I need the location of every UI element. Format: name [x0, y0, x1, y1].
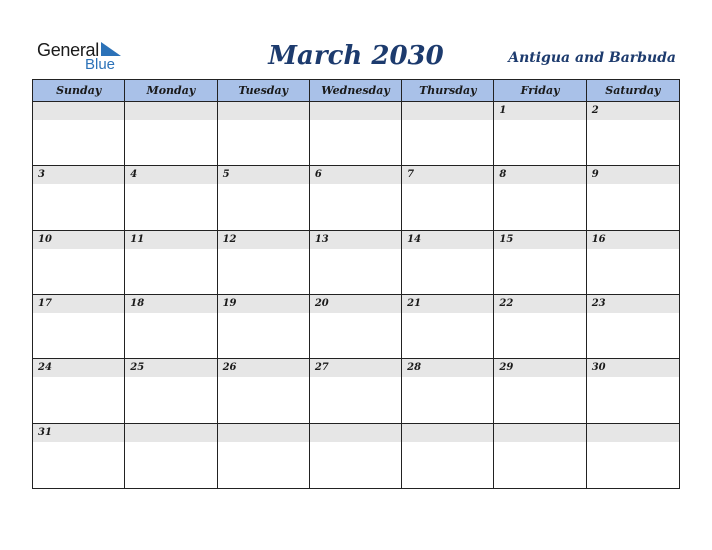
- day-cell: [587, 231, 679, 295]
- day-cell: [33, 166, 125, 230]
- day-cell: [402, 359, 494, 423]
- weekday-header: Sunday: [33, 80, 125, 102]
- day-cell: [587, 102, 679, 166]
- day-number: [587, 424, 679, 442]
- day-number: 18: [125, 295, 216, 313]
- weekday-header: Monday: [125, 80, 217, 102]
- day-cell: [402, 231, 494, 295]
- day-number: [33, 102, 124, 120]
- day-number: 25: [125, 359, 216, 377]
- day-number: 22: [494, 295, 585, 313]
- day-number: 19: [218, 295, 309, 313]
- day-cell: [33, 231, 125, 295]
- day-number: 10: [33, 231, 124, 249]
- day-cell: [125, 102, 217, 166]
- day-number: 14: [402, 231, 493, 249]
- day-number: [218, 424, 309, 442]
- day-number: [402, 424, 493, 442]
- day-number: 24: [33, 359, 124, 377]
- day-number: [218, 102, 309, 120]
- day-number: 11: [125, 231, 216, 249]
- day-number: 26: [218, 359, 309, 377]
- day-cell: [218, 231, 310, 295]
- weekday-header: Saturday: [587, 80, 679, 102]
- day-cell: [125, 166, 217, 230]
- day-number: 6: [310, 166, 401, 184]
- day-number: 27: [310, 359, 401, 377]
- day-cell: [494, 166, 586, 230]
- day-number: 28: [402, 359, 493, 377]
- logo-blue-text: Blue: [85, 56, 116, 73]
- day-cell: [402, 102, 494, 166]
- day-number: 31: [33, 424, 124, 442]
- calendar-grid: [32, 79, 680, 489]
- day-cell: [125, 295, 217, 359]
- day-number: [125, 102, 216, 120]
- day-number: 8: [494, 166, 585, 184]
- day-number: 9: [587, 166, 679, 184]
- day-cell: [218, 359, 310, 423]
- day-number: 21: [402, 295, 493, 313]
- day-number: 17: [33, 295, 124, 313]
- day-cell: [218, 166, 310, 230]
- weekday-header: Thursday: [402, 80, 494, 102]
- day-number: 5: [218, 166, 309, 184]
- weekday-header: Wednesday: [310, 80, 402, 102]
- weekday-header: Tuesday: [218, 80, 310, 102]
- day-cell: [587, 295, 679, 359]
- day-number: 1: [494, 102, 585, 120]
- day-cell: [125, 359, 217, 423]
- day-number: [310, 424, 401, 442]
- day-cell: [310, 231, 402, 295]
- logo-general-text: General: [37, 40, 99, 60]
- day-number: 13: [310, 231, 401, 249]
- day-cell: [494, 231, 586, 295]
- day-cell: [218, 424, 310, 488]
- day-cell: [218, 102, 310, 166]
- day-number: 16: [587, 231, 679, 249]
- day-cell: [402, 295, 494, 359]
- day-number: [494, 424, 585, 442]
- day-cell: [33, 359, 125, 423]
- day-cell: [310, 424, 402, 488]
- day-cell: [310, 359, 402, 423]
- day-number: [402, 102, 493, 120]
- day-number: [310, 102, 401, 120]
- day-cell: [587, 359, 679, 423]
- day-cell: [33, 295, 125, 359]
- day-number: [125, 424, 216, 442]
- day-cell: [218, 295, 310, 359]
- day-cell: [33, 102, 125, 166]
- day-number: 29: [494, 359, 585, 377]
- day-cell: [402, 424, 494, 488]
- day-cell: [587, 166, 679, 230]
- day-number: 12: [218, 231, 309, 249]
- day-cell: [310, 166, 402, 230]
- day-cell: [125, 231, 217, 295]
- day-number: 7: [402, 166, 493, 184]
- day-number: 2: [587, 102, 679, 120]
- day-number: 20: [310, 295, 401, 313]
- country-name: Antigua and Barbuda: [508, 50, 676, 66]
- day-cell: [125, 424, 217, 488]
- day-cell: [494, 102, 586, 166]
- weekday-header: Friday: [494, 80, 586, 102]
- day-cell: [310, 295, 402, 359]
- day-cell: [494, 424, 586, 488]
- day-cell: [310, 102, 402, 166]
- day-cell: [33, 424, 125, 488]
- day-cell: [402, 166, 494, 230]
- month-title: March 2030: [268, 41, 444, 71]
- day-number: 30: [587, 359, 679, 377]
- day-cell: [587, 424, 679, 488]
- day-number: 4: [125, 166, 216, 184]
- day-number: 23: [587, 295, 679, 313]
- day-number: 3: [33, 166, 124, 184]
- day-cell: [494, 295, 586, 359]
- day-cell: [494, 359, 586, 423]
- day-number: 15: [494, 231, 585, 249]
